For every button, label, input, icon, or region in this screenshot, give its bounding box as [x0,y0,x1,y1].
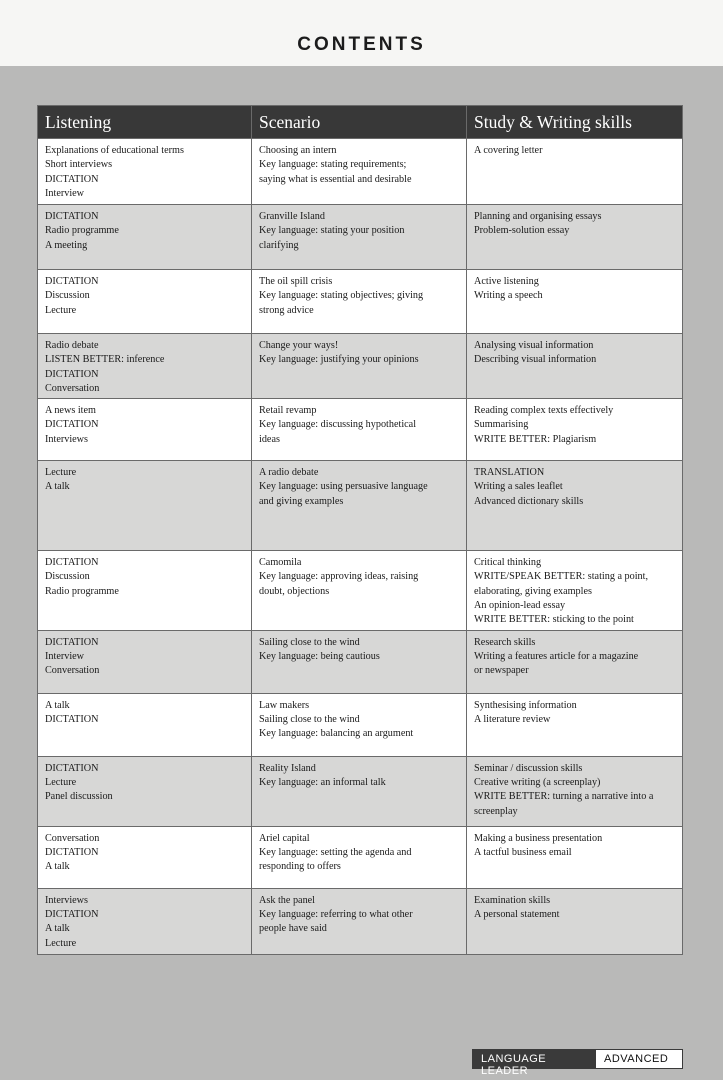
cell-line: Sailing close to the wind [259,713,360,725]
table-row [38,630,683,693]
column-header-scenario: Scenario [252,106,467,139]
cell-line: Key language: justifying your opinions [259,354,419,366]
cell-study-writing [467,551,683,630]
cell-line: Planning and organising essays [474,211,602,222]
cell-line: Seminar / discussion skills [474,762,583,774]
cell-line: Key language: being cautious [259,650,380,662]
cell-line: responding to offers [259,861,341,873]
cell-scenario [252,551,467,630]
cell-line: Choosing an intern [259,145,337,156]
cell-line: Advanced dictionary skills [474,495,584,507]
cell-line: Interviews [45,894,88,906]
cell-listening [38,399,252,461]
cell-line: Key language: referring to what other [259,908,413,920]
cell-line: Change your ways! [259,340,339,351]
cell-line: Critical thinking [474,557,542,569]
cell-scenario [252,334,467,399]
cell-line: Conversation [45,382,100,394]
cell-line: strong advice [259,304,314,316]
cell-study-writing [467,630,683,693]
cell-study-writing [467,399,683,461]
cell-line: An opinion-lead essay [474,600,566,612]
cell-line: A personal statement [474,908,560,920]
cell-line: Radio debate [45,340,99,351]
cell-line: Ask the panel [259,894,316,906]
footer-level-label: ADVANCED [595,1049,683,1069]
cell-line: Short interviews [45,159,113,171]
cell-study-writing [467,826,683,888]
cell-line: WRITE BETTER: turning a narrative into a [474,791,654,803]
cell-line: saying what is essential and desirable [259,173,412,185]
cell-line: DICTATION [45,846,99,858]
cell-listening [38,551,252,630]
cell-line: A meeting [45,239,88,251]
cell-line: ideas [259,433,280,445]
cell-line: Radio programme [45,585,119,597]
cell-line: Granville Island [259,211,325,222]
cell-line: Retail revamp [259,405,317,417]
cell-line: Lecture [45,937,77,949]
cell-line: Interview [45,187,85,199]
table-row [38,756,683,826]
cell-line: DICTATION [45,713,99,725]
cell-line: Reading complex texts effectively [474,405,614,417]
cell-line: Key language: approving ideas, raising [259,571,419,583]
table-row [38,399,683,461]
cell-listening [38,888,252,954]
cell-scenario [252,399,467,461]
cell-scenario [252,693,467,756]
cell-line: Lecture [45,467,77,479]
cell-line: or newspaper [474,665,529,677]
cell-listening [38,139,252,205]
contents-table [37,105,683,955]
cell-listening [38,630,252,693]
cell-scenario [252,270,467,334]
cell-line: Research skills [474,636,536,648]
cell-line: doubt, objections [259,585,330,597]
cell-listening [38,756,252,826]
cell-line: DICTATION [45,368,99,380]
cell-line: A covering letter [474,145,543,156]
cell-line: DICTATION [45,636,99,648]
cell-line: A tactful business email [474,846,572,858]
cell-scenario [252,139,467,205]
cell-line: Writing a speech [474,290,543,302]
cell-line: Active listening [474,276,539,287]
cell-line: Camomila [259,557,302,569]
cell-line: Panel discussion [45,791,113,803]
footer-series-label: LANGUAGE LEADER [472,1049,595,1069]
table-row [38,551,683,630]
cell-line: Key language: discussing hypothetical [259,419,417,431]
cell-line: Analysing visual information [474,340,594,351]
cell-line: Synthesising information [474,699,577,711]
page-title: CONTENTS [297,34,426,55]
cell-scenario [252,888,467,954]
cell-listening [38,693,252,756]
cell-line: DICTATION [45,173,99,185]
table-row [38,888,683,954]
footer-badge [472,1049,683,1077]
cell-study-writing [467,756,683,826]
cell-line: Key language: balancing an argument [259,728,414,740]
cell-line: The oil spill crisis [259,276,333,287]
cell-line: DICTATION [45,908,99,920]
cell-line: Writing a sales leaflet [474,481,563,493]
cell-line: WRITE BETTER: Plagiarism [474,433,597,445]
cell-line: Conversation [45,665,100,677]
cell-scenario [252,461,467,551]
cell-line: Lecture [45,776,77,788]
cell-line: Ariel capital [259,832,310,844]
cell-study-writing [467,334,683,399]
cell-line: Key language: using persuasive language [259,481,428,493]
cell-listening [38,205,252,270]
cell-line: elaborating, giving examples [474,585,592,597]
table-row [38,334,683,399]
cell-line: WRITE/SPEAK BETTER: stating a point, [474,571,649,583]
column-header-study-writing: Study & Writing skills [467,106,683,139]
cell-scenario [252,630,467,693]
cell-line: DICTATION [45,276,99,287]
cell-scenario [252,826,467,888]
cell-line: Reality Island [259,762,316,774]
cell-line: Summarising [474,419,529,431]
table-row [38,139,683,205]
cell-line: Key language: an informal talk [259,776,386,788]
cell-line: DICTATION [45,557,99,569]
page-header-area [0,0,723,66]
cell-line: Examination skills [474,894,551,906]
cell-scenario [252,756,467,826]
cell-listening [38,461,252,551]
table-row [38,693,683,756]
cell-study-writing [467,693,683,756]
cell-line: and giving examples [259,495,344,507]
table-row [38,826,683,888]
cell-listening [38,334,252,399]
table-header-row [38,106,683,139]
cell-line: DICTATION [45,762,99,774]
cell-line: A talk [45,923,70,935]
cell-line: A talk [45,481,70,493]
cell-line: Writing a features article for a magazine [474,650,639,662]
cell-line: A radio debate [259,467,319,479]
cell-line: Key language: setting the agenda and [259,846,412,858]
cell-line: Problem-solution essay [474,225,570,237]
cell-line: Creative writing (a screenplay) [474,776,601,788]
cell-scenario [252,205,467,270]
cell-line: Key language: stating objectives; giving [259,290,424,302]
cell-line: A literature review [474,713,551,725]
cell-line: A talk [45,861,70,873]
cell-listening [38,826,252,888]
cell-study-writing [467,205,683,270]
cell-line: Radio programme [45,225,119,237]
cell-line: Conversation [45,832,100,844]
cell-study-writing [467,888,683,954]
cell-line: TRANSLATION [474,467,545,479]
cell-line: Law makers [259,699,310,711]
cell-line: people have said [259,923,327,935]
cell-line: Interviews [45,433,88,445]
cell-line: Making a business presentation [474,832,603,844]
cell-study-writing [467,270,683,334]
cell-line: DICTATION [45,419,99,431]
table-body [38,139,683,955]
cell-line: Key language: stating your position [259,225,405,237]
cell-line: Discussion [45,290,90,302]
cell-line: LISTEN BETTER: inference [45,354,165,366]
cell-line: Describing visual information [474,354,597,366]
cell-line: Lecture [45,304,77,316]
cell-line: Interview [45,650,85,662]
cell-line: clarifying [259,239,299,251]
cell-line: DICTATION [45,211,99,222]
cell-line: screenplay [474,805,518,817]
table-row [38,461,683,551]
cell-line: A news item [45,405,96,417]
cell-study-writing [467,139,683,205]
cell-study-writing [467,461,683,551]
cell-line: Discussion [45,571,90,583]
cell-line: Sailing close to the wind [259,636,360,648]
cell-line: Explanations of educational terms [45,145,184,156]
cell-line: Key language: stating requirements; [259,159,407,171]
table-row [38,270,683,334]
cell-line: WRITE BETTER: sticking to the point [474,614,634,626]
cell-listening [38,270,252,334]
column-header-listening: Listening [38,106,252,139]
table-row [38,205,683,270]
cell-line: A talk [45,699,70,711]
